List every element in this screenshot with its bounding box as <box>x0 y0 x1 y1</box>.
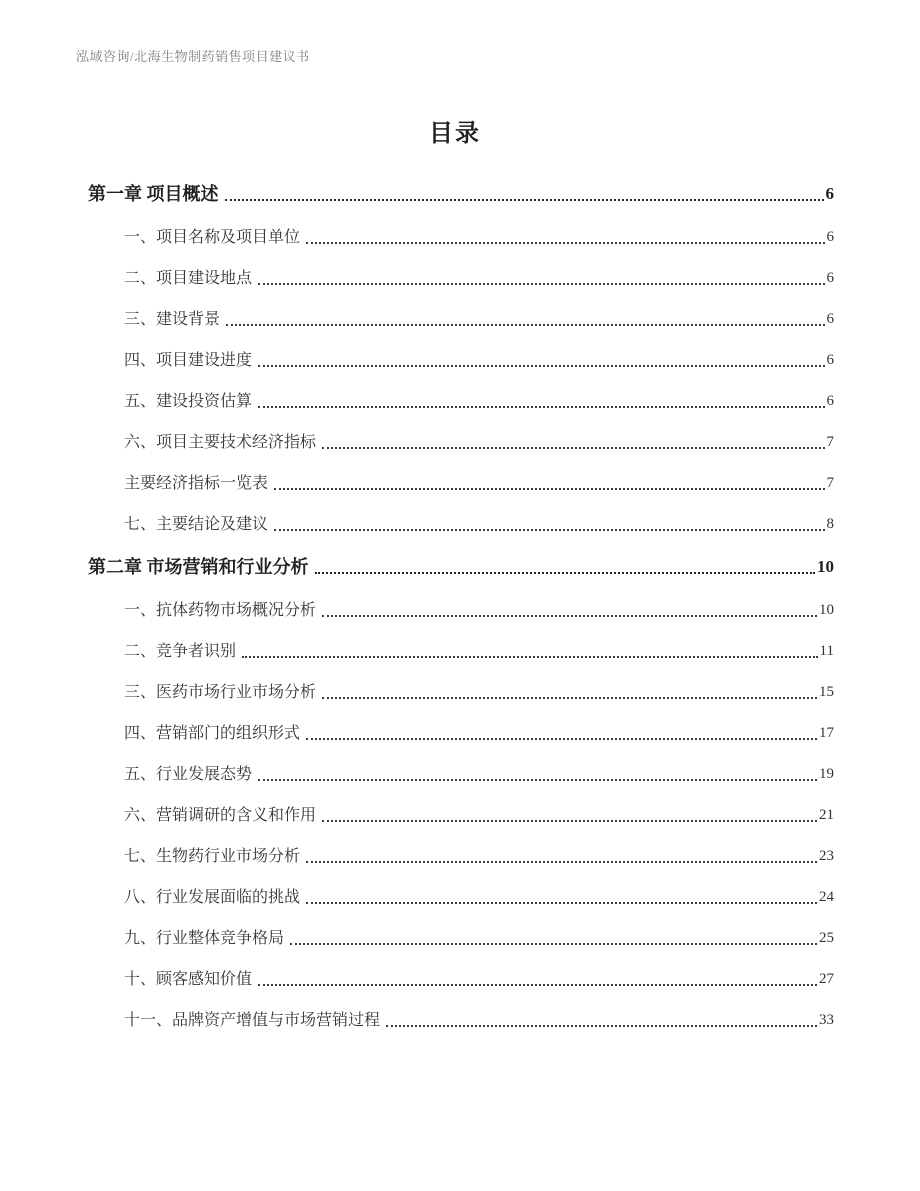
toc-item-row[interactable] <box>76 350 834 371</box>
dot-leader <box>306 902 817 904</box>
dot-leader <box>274 488 824 490</box>
document-header: 泓域咨询/北海生物制药销售项目建议书 <box>76 49 310 64</box>
toc-entry-page-number: 15 <box>819 684 834 700</box>
toc-entry-title: 主要经济指标一览表 <box>124 475 269 492</box>
toc-item-row[interactable] <box>76 227 834 248</box>
toc-item-row[interactable] <box>76 1010 834 1031</box>
toc-item-row[interactable] <box>76 887 834 908</box>
toc-entry-page-number: 21 <box>819 807 834 823</box>
dot-leader <box>290 943 817 945</box>
toc-entry-title: 六、项目主要技术经济指标 <box>124 434 317 451</box>
toc-item-row[interactable] <box>76 928 834 949</box>
toc-item-row[interactable] <box>76 600 834 621</box>
toc-entry-title: 二、项目建设地点 <box>124 270 253 287</box>
page-title: 目录 <box>429 121 481 147</box>
toc-entry-title: 三、医药市场行业市场分析 <box>124 684 317 701</box>
dot-leader <box>315 572 816 574</box>
dot-leader <box>306 738 817 740</box>
toc-entry-title: 八、行业发展面临的挑战 <box>124 889 301 906</box>
toc-entry-page-number: 6 <box>826 393 834 409</box>
toc-entry-title: 一、项目名称及项目单位 <box>124 229 301 246</box>
toc-item-row[interactable] <box>76 969 834 990</box>
dot-leader <box>322 615 817 617</box>
toc-entry-page-number: 6 <box>826 229 834 245</box>
toc-item-row[interactable] <box>76 432 834 453</box>
toc-entry-title: 五、行业发展态势 <box>124 766 253 783</box>
toc-entry-page-number: 25 <box>819 930 834 946</box>
toc-entry-title: 第二章 市场营销和行业分析 <box>88 557 309 577</box>
toc-entry-title: 第一章 项目概述 <box>88 184 219 204</box>
toc-entry-title: 十一、品牌资产增值与市场营销过程 <box>124 1012 381 1029</box>
toc-item-row[interactable] <box>76 309 834 330</box>
toc-entry-page-number: 33 <box>819 1012 834 1028</box>
toc-entry-title: 一、抗体药物市场概况分析 <box>124 602 317 619</box>
toc-item-row[interactable] <box>76 641 834 662</box>
toc-entry-title: 四、项目建设进度 <box>124 352 253 369</box>
toc-entry-title: 六、营销调研的含义和作用 <box>124 807 317 824</box>
toc-entry-title: 四、营销部门的组织形式 <box>124 725 301 742</box>
toc-item-row[interactable] <box>76 514 834 535</box>
toc-entry-page-number: 11 <box>819 643 834 659</box>
toc-entry-page-number: 23 <box>819 848 834 864</box>
toc-item-row[interactable] <box>76 268 834 289</box>
toc-entry-page-number: 10 <box>817 557 834 576</box>
toc-chapter-row[interactable] <box>76 182 834 206</box>
dot-leader <box>242 656 818 658</box>
toc-entry-page-number: 8 <box>826 516 834 532</box>
dot-leader <box>258 406 824 408</box>
toc-item-row[interactable] <box>76 473 834 494</box>
dot-leader <box>225 199 824 201</box>
table-of-contents <box>76 182 834 1031</box>
toc-item-row[interactable] <box>76 391 834 412</box>
dot-leader <box>322 820 817 822</box>
toc-entry-page-number: 6 <box>826 352 834 368</box>
toc-entry-title: 七、生物药行业市场分析 <box>124 848 301 865</box>
toc-entry-title: 二、竞争者识别 <box>124 643 237 660</box>
toc-item-row[interactable] <box>76 805 834 826</box>
toc-entry-page-number: 6 <box>826 311 834 327</box>
toc-item-row[interactable] <box>76 846 834 867</box>
toc-entry-page-number: 17 <box>819 725 834 741</box>
toc-item-row[interactable] <box>76 723 834 744</box>
dot-leader <box>226 324 824 326</box>
toc-item-row[interactable] <box>76 764 834 785</box>
dot-leader <box>258 283 824 285</box>
toc-entry-title: 三、建设背景 <box>124 311 221 328</box>
dot-leader <box>306 242 824 244</box>
dot-leader <box>258 984 817 986</box>
toc-entry-page-number: 7 <box>826 475 834 491</box>
toc-entry-page-number: 24 <box>819 889 834 905</box>
toc-entry-title: 五、建设投资估算 <box>124 393 253 410</box>
toc-entry-page-number: 6 <box>826 270 834 286</box>
dot-leader <box>258 779 817 781</box>
toc-chapter-row[interactable] <box>76 555 834 579</box>
toc-entry-page-number: 6 <box>825 184 834 203</box>
toc-entry-page-number: 27 <box>819 971 834 987</box>
toc-entry-title: 九、行业整体竞争格局 <box>124 930 285 947</box>
dot-leader <box>322 697 817 699</box>
toc-entry-page-number: 19 <box>819 766 834 782</box>
dot-leader <box>258 365 824 367</box>
dot-leader <box>274 529 824 531</box>
dot-leader <box>322 447 824 449</box>
toc-item-row[interactable] <box>76 682 834 703</box>
dot-leader <box>306 861 817 863</box>
toc-entry-page-number: 10 <box>819 602 834 618</box>
toc-entry-title: 七、主要结论及建议 <box>124 516 269 533</box>
dot-leader <box>386 1025 817 1027</box>
toc-entry-page-number: 7 <box>826 434 834 450</box>
toc-entry-title: 十、顾客感知价值 <box>124 971 253 988</box>
